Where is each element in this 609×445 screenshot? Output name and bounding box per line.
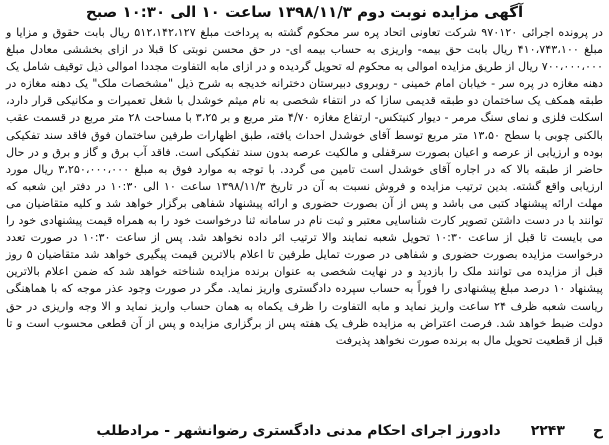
reference-prefix: ح [592, 423, 603, 439]
notice-title: آگهی مزایده نوبت دوم ۱۳۹۸/۱۱/۳ ساعت ۱۰ الی ۱۰:۳۰ صبح [85, 3, 524, 21]
issuer-signature: دادورز اجرای احکام مدنی دادگستری رضوانشهر - مرادطلب [96, 423, 501, 439]
notice-footer [6, 421, 603, 441]
reference-number: ۲۲۴۳ [530, 423, 565, 439]
notice-body: در پرونده اجرائی ۹۷۰۱۲۰ شرکت تعاونی اتحاد پره سر محکوم گشته به پرداخت مبلغ ۵۱۲،۱۴۲،۱۲۷ ریال بابت حقوق و مزایا و مبلغ ۴۱۰،۷۴۳،۱۰۰ ریال بابت حق بیمه- واریزی به حساب بیمه ای- در حق محسن نوبتی کا قبلا در ازای بخششی معادل مبلغ ۷۰۰،۰۰۰،۰۰۰ ریال از طریق مزایده اموالی به محکوم له تحویل گردیده و در ازای مابه التفاوت مجددا اموالی ذیل توقیف شامل یک دهنه مغازه در پره سر - خیابان امام خمینی - روبروی دبیرستان دخترانه خدیجه به شرح ذیل "مشخصات ملک" یک دهنه مغازه در طبقه همکف یک ساختمان دو طبقه قدیمی سازا که در انتفاء شخصی به نام میثم خوشدل با شغل تعمیرات و مکانیکی قرار دارد، اسکلت فلزی و نمای سنگ مرمر - دیوار کنیتکس- ارتفاع مغازه ۴/۷۰ متر مربع و بر ۳،۲۵ با مساحت ۲۸ متر مربع در قسمت عقب بالکنی چوبی با سطح ۱۳،۵۰ متر مربع توسط آقای خوشدل احداث یافته، طبق اظهارات طرفین ساختمان فوق فاقد سند تفکیکی بوده و ارزیابی از عرصه و اعیان بصورت سرقفلی و مالکیت عرصه بدون سند تفکیکی است. فاقد آب برق و گاز و برق و در حال حاضر از طبقه بالا که در اجاره آقای خوشدل است تامین می گردد. با توجه به موارد فوق به مبلغ ۳،۲۵۰،۰۰۰،۰۰۰ ریال مورد ارزیابی واقع گشته. بدین ترتیب مزایده و فروش نسبت به آن در تاریخ ۱۳۹۸/۱۱/۳ ساعت ۱۰ الی ۱۰:۳۰ در دفتر این شعبه که مهلت ارائه پیشنهاد کتبی می باشد و پس از آن بصورت حضوری و ارائه پیشنهاد شفاهی برگزار خواهد شد و کلیه متقاضیان می توانند با در دست داشتن تصویر کارت شناسایی معتبر و ثبت نام در سامانه ثنا درخواست خود را به همراه قیمت پیشنهادی خود را می بایست تا قبل از ساعت ۱۰:۳۰ تحویل شعبه نمایند والا ترتیب اثر داده نخواهد شد. پس از ساعت ۱۰:۳۰ در صورت تعدد درخواست مزایده بصورت حضوری و شفاهی در صورت تمایل طرفین تا اعلام بالاترین قیمت پیگیری خواهد شد متقاضیان ۵ روز قبل از مزایده می توانند ملک را بازدید و در نهایت شخصی به عنوان برنده مزایده شناخته خواهد شد که ضمن اعلام بالاترین پیشنهاد ۱۰ درصد مبلغ پیشنهادی را فوراً به حساب سپرده دادگستری واریز نماید. مگر در صورت وجود عذر موجه که با هماهنگی ریاست شعبه ظرف ۲۴ ساعت واریز نماید و مابه التفاوت را ظرف یکماه به همان حساب واریز نماید و الا وجه واریزی در حق دولت ضبط خواهد شد. فرصت اعتراض به مزایده ظرف یک هفته پس از برگزاری مزایده و پس از آن قطعی محسوب است و تا قبل از قطعیت تحویل مال به برنده صورت نخواهد پذیرفت [6, 26, 604, 347]
